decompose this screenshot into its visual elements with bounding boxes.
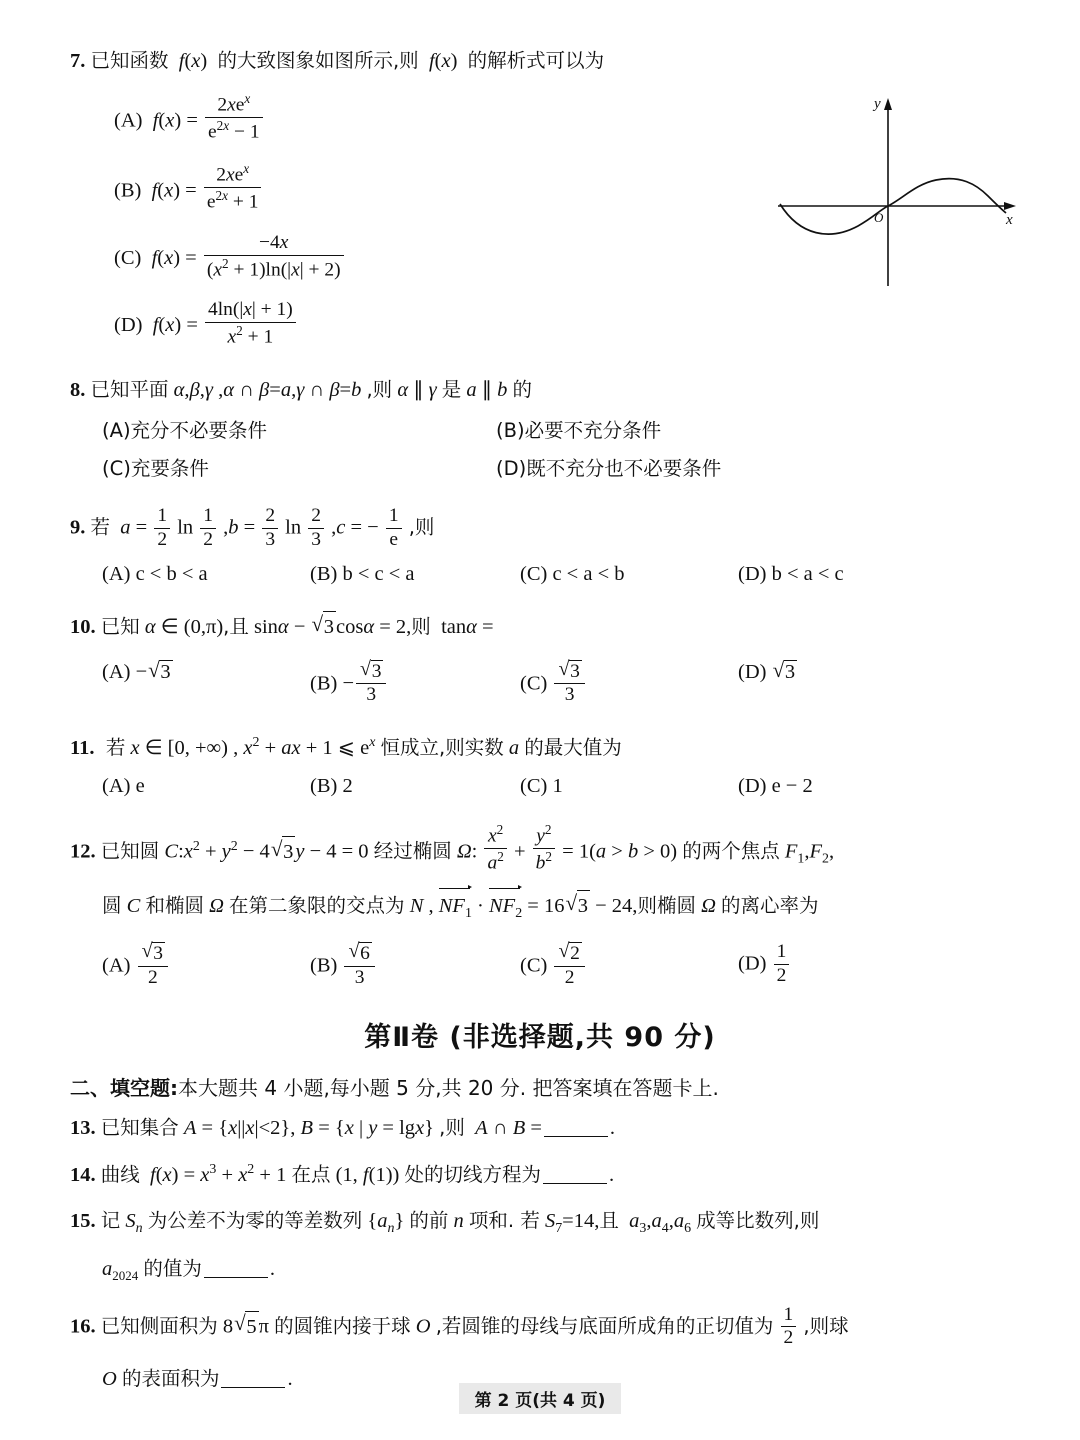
question-10-number: 10. — [70, 616, 96, 639]
question-14-answer-blank[interactable] — [543, 1162, 607, 1184]
question-14 — [70, 1160, 1010, 1191]
question-15 — [70, 1206, 1010, 1286]
question-7-option-b: (B) f(x) = $\frac{2xe^x}{e^{2x} + 1}$ — [114, 161, 1010, 214]
question-9-stem: 9. 若 a = $\frac{1}{2}$ ln $\frac{1}{2}$ ,b = $\frac{2}{3}$ ln $\frac{2}{3}$ ,c = − $\frac{1}{e}$ ,则 — [70, 505, 435, 550]
question-8 — [70, 375, 1010, 482]
question-11-option-d: (D) e − 2 — [738, 775, 813, 798]
question-7 — [70, 46, 1013, 349]
question-7-stem: 7. 已知函数 f(x) 的大致图象如图所示,则 f(x) 的解析式可以为 — [70, 49, 605, 72]
question-8-number: 8. — [70, 378, 86, 401]
question-12: 12. 已知圆 $C:x^2 + y^2 - 4$ √ 3y − 4 = 0 经过椭圆 Ω: $\frac{x^2}{a^2}$ + $\frac{y^2}{b^2}$ = 1(a > b > 0) 的两个焦点 $F_1,F_2$, 圆 C 和椭圆 Ω 在第二象限的交点为 N , $NF_1 \cdot NF_2 = 16$ √ 3 − 24,则椭圆 Ω 的离心率为 (A) √ $\frac{3}{2}$ (B) √ $\frac{6}{3}$ (C) √ $\frac{2}{2}$ (D) $\frac{1}{2}$ — [70, 822, 1010, 988]
page-footer — [0, 1383, 1080, 1414]
question-13 — [70, 1113, 1010, 1144]
question-9-number: 9. — [70, 517, 86, 540]
fill-in-section-header — [70, 1072, 1010, 1101]
question-9-option-a: (A) c < b < a — [102, 563, 208, 586]
question-7-stem-text-a: 已知函数 — [90, 49, 169, 72]
question-8-option-a: (A)充分不必要条件 — [102, 419, 268, 443]
question-11-option-c: (C) 1 — [520, 775, 563, 798]
question-15-stem-line2: $a_{2024}$ 的值为 . — [102, 1257, 276, 1284]
question-16-stem-line2: O 的表面积为 . — [102, 1366, 293, 1390]
x-axis-label: x — [1006, 212, 1013, 228]
question-16-stem-line1: 16. 已知侧面积为 8 √ 5π 的圆锥内接于球 O ,若圆锥的母线与底面所成角的正切值为 $\frac{1}{2}$ ,则球 — [70, 1304, 1010, 1350]
question-8-option-d: (D)既不充分也不必要条件 — [496, 457, 722, 481]
question-9-option-d: (D) b < a < c — [738, 563, 844, 586]
question-9-stem-prefix: 若 — [90, 516, 111, 540]
question-7-option-d: (D) f(x) = $\frac{4\ln(|x| + 1)}{x^2 + 1}$ — [114, 299, 1010, 348]
question-7-option-c: (C) f(x) = $\frac{-4x}{(x^2 + 1)\ln(|x| + 2)}$ — [114, 232, 1010, 281]
origin-label: O — [874, 210, 884, 225]
question-13-number: 13. — [70, 1116, 96, 1139]
question-15-number: 15. — [70, 1210, 96, 1233]
question-10: 10. 已知 α ∈ (0,π),且 sinα − √ 3cosα = 2,则 tanα = (A) − √ 3 (B) − √ $\frac{3}{3}$ (C) √ $\frac{3}{3}$ (D) √ 3 — [70, 610, 1010, 707]
question-14-stem: 14. 曲线 $f(x) = x^3 + x^2 + 1$ 在点 (1, f(1)) 处的切线方程为 . — [70, 1161, 615, 1186]
question-11-stem: 11. 若 x ∈ [0, +∞) , $x^2$ + ax + 1 ⩽ $e^x$ 恒成立,则实数 a 的最大值为 — [70, 734, 622, 759]
page-number: 第 2 页(共 4 页) — [459, 1383, 622, 1414]
question-15-answer-blank[interactable] — [204, 1257, 268, 1279]
question-8-option-c: (C)充要条件 — [102, 457, 209, 481]
question-11-option-b: (B) 2 — [310, 775, 353, 798]
question-7-stem-text-c: 的解析式可以为 — [467, 49, 605, 72]
fill-in-header-bold: 二、填空题: — [70, 1075, 178, 1100]
question-12-number: 12. — [70, 841, 96, 864]
question-7-option-a: (A) f(x) = $\frac{2xe^x}{e^{2x} - 1}$ — [114, 91, 1010, 144]
question-9 — [70, 505, 1010, 586]
section-2-title: 第Ⅱ卷 (非选择题,共 90 分) — [364, 1021, 716, 1053]
question-16 — [70, 1304, 1010, 1395]
question-15-stem-line1: 15. 记 $S_n$ 为公差不为零的等差数列 $\{a_n\}$ 的前 n 项和. 若 $S_7=14$,且 $a_3,a_4,a_6$ 成等比数列,则 — [70, 1209, 820, 1237]
function-graph-svg — [770, 86, 1020, 306]
question-16-number: 16. — [70, 1315, 96, 1338]
y-axis-label: y — [874, 96, 881, 112]
question-10-stem: 10. 已知 α ∈ (0,π),且 sinα − √ 3cosα = 2,则 tanα = — [70, 610, 1010, 643]
question-13-answer-blank[interactable] — [544, 1115, 608, 1137]
question-8-option-b: (B)必要不充分条件 — [496, 419, 662, 443]
question-11-number: 11. — [70, 736, 95, 759]
question-11 — [70, 733, 1010, 799]
question-7-stem-text-b: 的大致图象如图所示,则 — [217, 49, 419, 72]
fill-in-header-rest: 本大题共 4 小题,每小题 5 分,共 20 分. 把答案填在答题卡上. — [178, 1075, 719, 1100]
question-7-number: 7. — [70, 50, 86, 72]
question-11-option-a: (A) e — [102, 775, 145, 798]
page-content — [70, 46, 1013, 1400]
question-13-stem: 13. 已知集合 A = {x||x|<2}, B = {x | y = lgx} ,则 A ∩ B = . — [70, 1115, 616, 1139]
question-12-stem-line2: 圆 C 和椭圆 Ω 在第二象限的交点为 N , $NF_1 \cdot NF_2 = 16$ √ 3 − 24,则椭圆 Ω 的离心率为 — [70, 889, 1010, 925]
question-12-stem-line1: 12. 已知圆 $C:x^2 + y^2 - 4$ √ 3y − 4 = 0 经过椭圆 Ω: $\frac{x^2}{a^2}$ + $\frac{y^2}{b^2}$ = 1(a > b > 0) 的两个焦点 $F_1,F_2$, — [70, 822, 1010, 875]
question-7-figure — [770, 86, 1020, 306]
question-8-stem: 8. 已知平面 α,β,γ ,α ∩ β=a,γ ∩ β=b ,则 α ∥ γ 是 a ∥ b 的 — [70, 377, 533, 401]
question-9-option-b: (B) b < c < a — [310, 563, 415, 586]
question-14-number: 14. — [70, 1163, 96, 1186]
question-9-stem-suffix: ,则 — [408, 516, 435, 540]
question-9-option-c: (C) c < a < b — [520, 563, 625, 586]
